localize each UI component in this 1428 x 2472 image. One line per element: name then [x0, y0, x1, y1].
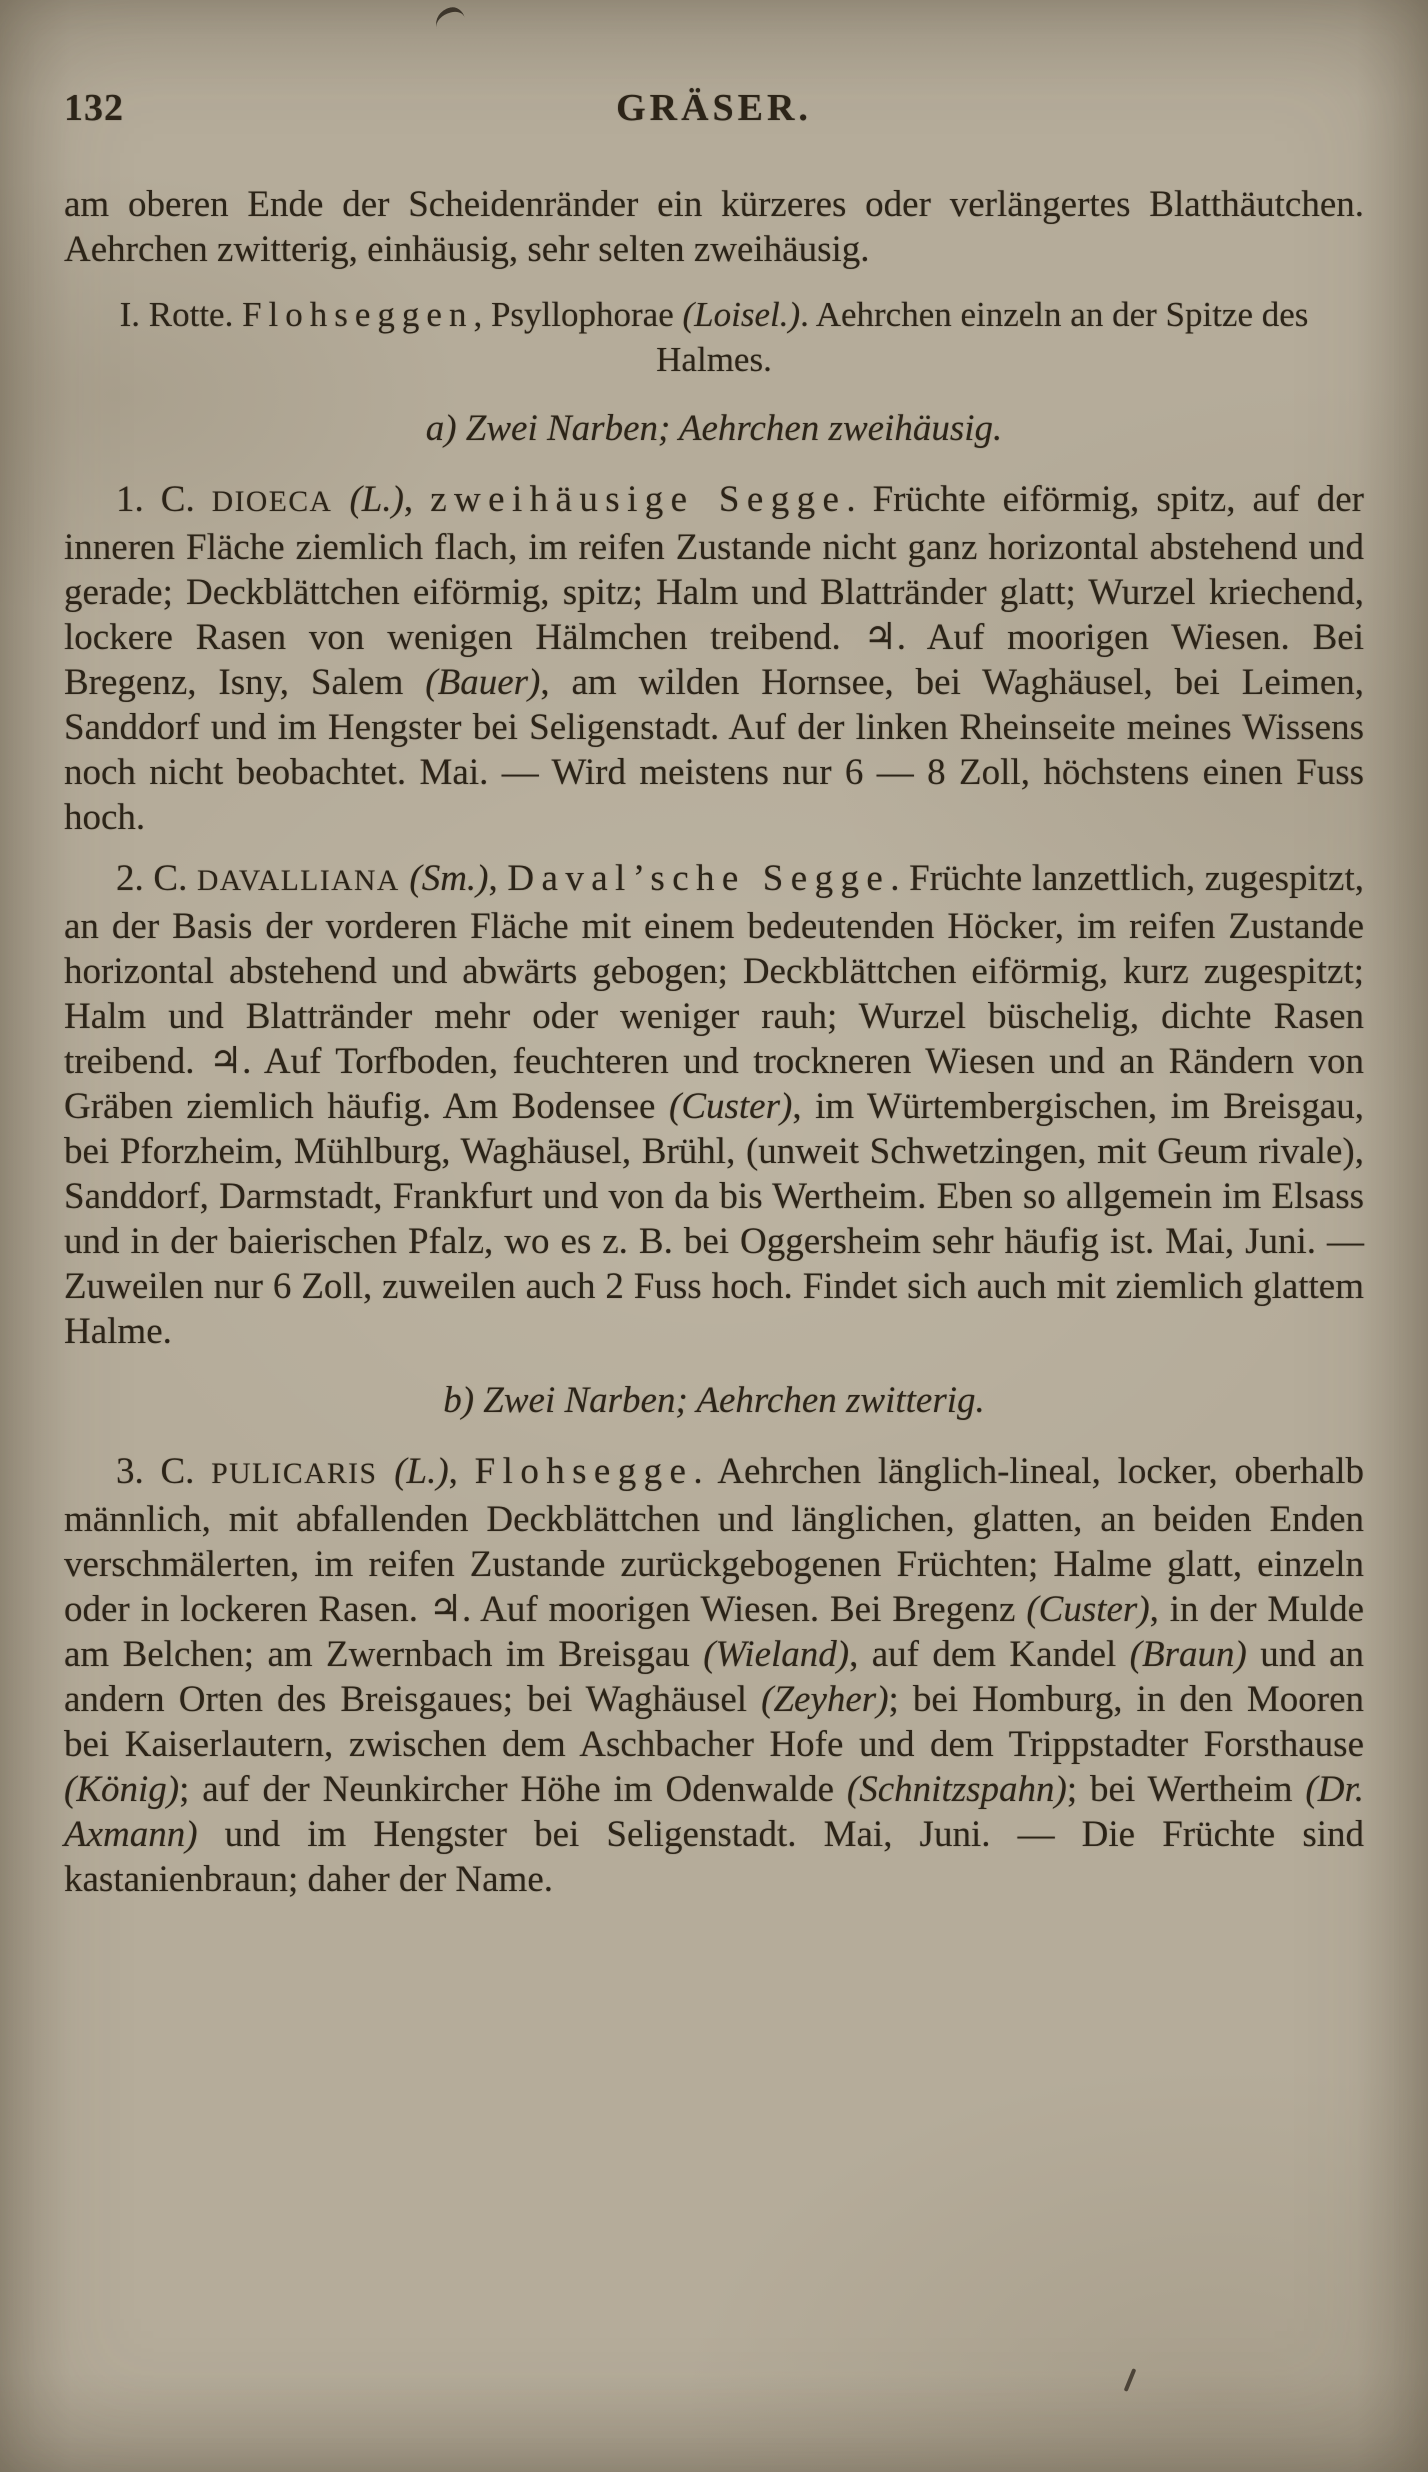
species-entry-pulicaris	[64, 1449, 1364, 1902]
text-segment: (Wieland)	[703, 1634, 850, 1675]
text-segment: (L.)	[349, 479, 404, 520]
text-segment: b) Zwei Narben; Aehrchen zwitterig.	[443, 1380, 985, 1421]
subsection-b-heading	[64, 1378, 1364, 1423]
text-segment: , auf dem Kandel	[849, 1634, 1130, 1675]
species-entry-davalliana	[64, 856, 1364, 1354]
text-segment: (Loisel.)	[682, 295, 801, 334]
pen-slash-mark	[1124, 2368, 1137, 2392]
ink-squiggle-mark	[432, 5, 465, 29]
text-segment: und an andern Orten des Breisgaues; bei Waghäusel	[64, 1634, 1364, 1720]
text-segment: DAVALLIANA	[196, 865, 400, 897]
text-segment	[400, 858, 410, 899]
text-segment: 2. C.	[116, 858, 197, 899]
paragraph-intro-continuation	[64, 182, 1364, 272]
text-segment: . Früchte eiförmig, spitz, auf der inneren Fläche ziemlich flach, im reifen Zustande nicht ganz horizontal abstehend und gerade; Deckblättchen eiförmig, spitz; Halm und Blattränder glatt; Wurzel kriechend, lockere Rasen von wenigen Hälmchen treibend. ♃. Auf moorigen Wiesen. Bei Bregenz, Isny, Salem	[64, 479, 1365, 703]
text-segment: und im Hengster bei Seligenstadt. Mai, Juni. — Die Früchte sind kastanienbraun; daher der Name.	[64, 1814, 1364, 1900]
text-segment: a) Zwei Narben; Aehrchen zweihäusig.	[425, 408, 1003, 449]
section-rotte-heading	[64, 292, 1364, 382]
text-segment: (Braun)	[1129, 1634, 1247, 1675]
text-segment: DIOECA	[211, 486, 333, 518]
species-entry-dioeca	[64, 477, 1364, 840]
text-segment: (L.)	[394, 1451, 449, 1492]
text-segment: , in der Mulde am Belchen; am Zwernbach im Breisgau	[64, 1589, 1365, 1675]
text-segment: (Custer)	[1026, 1589, 1150, 1630]
text-segment	[377, 1451, 394, 1492]
text-segment: ; auf der Neunkircher Höhe im Odenwalde	[179, 1769, 847, 1810]
text-segment: , am wilden Hornsee, bei Waghäusel, bei Leimen, Sanddorf und im Hengster bei Seligenstadt. Auf der linken Rheinseite meines Wissens noch nicht beobachtet. Mai. — Wird meistens nur 6 — 8 Zoll, höchstens einen Fuss hoch.	[64, 662, 1364, 838]
text-segment: Flohsegge	[474, 1451, 694, 1492]
page-number: 132	[64, 87, 124, 129]
page-header	[64, 86, 1364, 136]
text-segment: . Früchte lanzettlich, zugespitzt, an der Basis der vorderen Fläche mit einem bedeutenden Höcker, im reifen Zustande horizontal abstehend und abwärts gebogen; Deckblättchen eiförmig, kurz zugespitzt; Halm und Blattränder mehr oder weniger rauh; Wurzel büschelig, dichte Rasen treibend. ♃. Auf Torfboden, feuchteren und trockneren Wiesen und an Rändern von Gräben ziemlich häufig. Am Bodensee	[64, 858, 1364, 1127]
text-segment: (Custer)	[669, 1086, 793, 1127]
text-segment: . Aehrchen einzeln an der Spitze des Halmes.	[656, 295, 1309, 379]
text-segment: I. Rotte.	[119, 295, 243, 334]
subsection-a-heading	[64, 406, 1364, 451]
text-segment: ,	[403, 479, 431, 520]
text-segment: ; bei Homburg, in den Mooren bei Kaiserlautern, zwischen dem Aschbacher Hofe und dem Trippstadter Forsthause	[64, 1679, 1365, 1765]
text-segment: ,	[448, 1451, 475, 1492]
text-segment: (König)	[64, 1769, 180, 1810]
page-body	[64, 182, 1364, 1902]
text-segment: (Dr. Axmann)	[64, 1769, 1364, 1855]
text-segment: . Aehrchen länglich-lineal, locker, oberhalb männlich, mit abfallenden Deckblättchen und länglichen, glatten, an beiden Enden verschmälerten, im reifen Zustande zurückgebogenen Früchten; Halme glatt, einzeln oder in lockeren Rasen. ♃. Auf moorigen Wiesen. Bei Bregenz	[64, 1451, 1364, 1630]
text-segment: ,	[488, 858, 508, 899]
text-segment: Daval’sche Segge	[507, 858, 891, 899]
running-title: GRÄSER.	[616, 87, 812, 129]
text-segment: 1. C.	[116, 479, 212, 520]
text-segment	[332, 479, 349, 520]
text-segment: (Schnitzspahn)	[846, 1769, 1067, 1810]
text-segment: am oberen Ende der Scheidenränder ein kürzeres oder verlängertes Blatthäutchen. Aehrchen zwitterig, einhäusig, sehr selten zweihäusig.	[64, 184, 1364, 270]
text-segment: (Sm.)	[409, 858, 489, 899]
text-segment: 3. C.	[116, 1451, 212, 1492]
text-segment: , im Würtembergischen, im Breisgau, bei Pforzheim, Mühlburg, Waghäusel, Brühl, (unweit Schwetzingen, mit Geum rivale), Sanddorf, Darmstadt, Frankfurt und von da bis Wertheim. Eben so allgemein im Elsass und in der baierischen Pfalz, wo es z. B. bei Oggersheim sehr häufig ist. Mai, Juni. — Zuweilen nur 6 Zoll, zuweilen auch 2 Fuss hoch. Findet sich auch mit ziemlich glattem Halme.	[64, 1086, 1364, 1352]
text-segment: zweihäusige Segge	[430, 479, 847, 520]
text-segment: PULICARIS	[211, 1458, 378, 1490]
text-segment: (Zeyher)	[761, 1679, 889, 1720]
text-segment: Flohseggen	[242, 295, 474, 334]
text-segment: (Bauer)	[425, 662, 541, 703]
text-segment: , Psyllophorae	[473, 295, 683, 334]
text-segment: ; bei Wertheim	[1066, 1769, 1306, 1810]
